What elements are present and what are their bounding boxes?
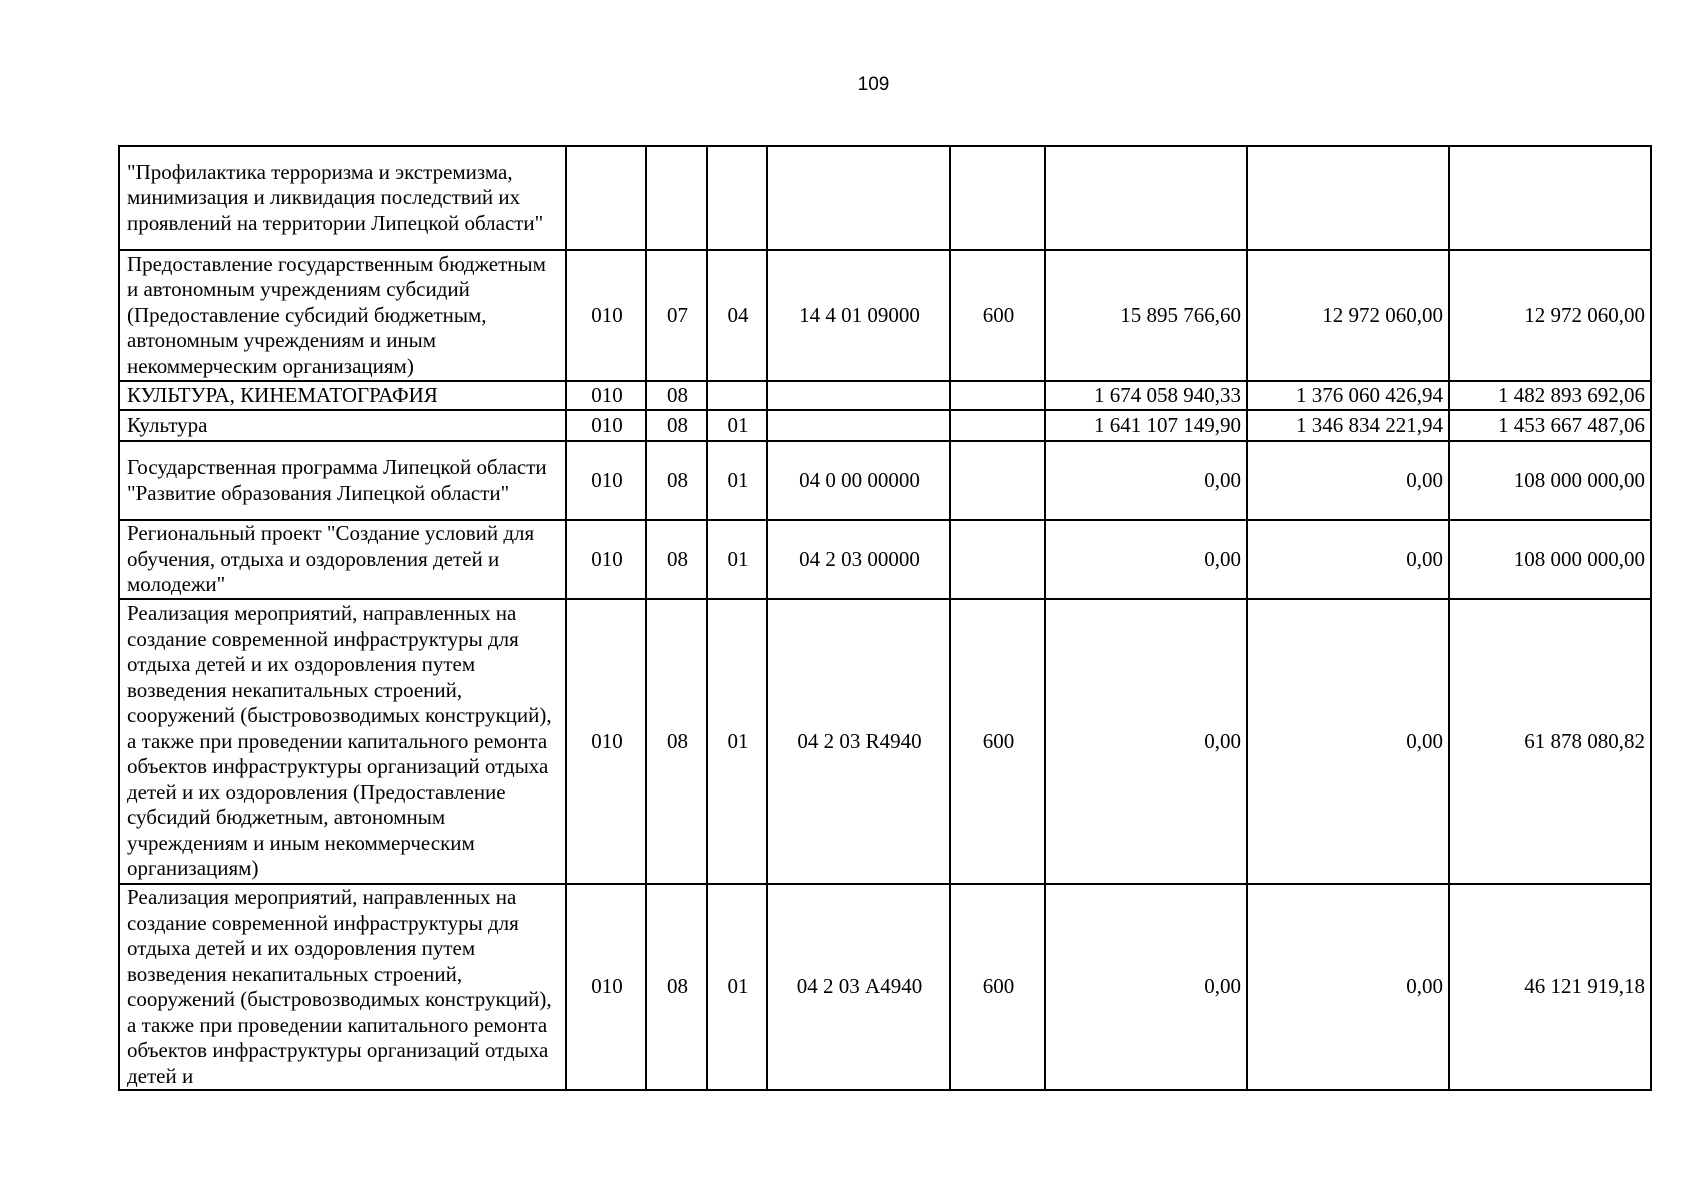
cell-csr [767,410,950,441]
cell-amount-3: 1 482 893 692,06 [1449,381,1651,410]
cell-rz [646,146,707,250]
cell-rz: 07 [646,250,707,381]
cell-gr: 010 [566,250,646,381]
cell-amount-1: 0,00 [1045,884,1247,1090]
cell-gr: 010 [566,599,646,884]
cell-amount-1: 0,00 [1045,520,1247,599]
cell-pr: 01 [707,441,767,520]
cell-vr: 600 [950,599,1045,884]
cell-amount-2: 0,00 [1247,441,1449,520]
cell-gr: 010 [566,884,646,1090]
row-name: КУЛЬТУРА, КИНЕМАТОГРАФИЯ [119,381,566,410]
cell-amount-2: 0,00 [1247,599,1449,884]
table-row [119,599,1651,884]
row-name: Региональный проект "Создание условий для обучения, отдыха и оздоровления детей и молодежи" [119,520,566,599]
cell-pr: 01 [707,410,767,441]
cell-amount-1 [1045,146,1247,250]
cell-amount-1: 0,00 [1045,599,1247,884]
table-row [119,441,1651,520]
cell-gr [566,146,646,250]
cell-amount-2: 1 346 834 221,94 [1247,410,1449,441]
cell-amount-3: 1 453 667 487,06 [1449,410,1651,441]
row-name: Культура [119,410,566,441]
cell-amount-1: 1 674 058 940,33 [1045,381,1247,410]
row-name: Государственная программа Липецкой области "Развитие образования Липецкой области" [119,441,566,520]
cell-pr [707,381,767,410]
cell-amount-1: 0,00 [1045,441,1247,520]
cell-amount-2 [1247,146,1449,250]
table-row [119,146,1651,250]
cell-vr: 600 [950,250,1045,381]
cell-vr [950,381,1045,410]
cell-amount-2: 0,00 [1247,520,1449,599]
cell-amount-3: 108 000 000,00 [1449,520,1651,599]
cell-csr: 04 2 03 00000 [767,520,950,599]
cell-rz: 08 [646,410,707,441]
cell-amount-2: 1 376 060 426,94 [1247,381,1449,410]
cell-rz: 08 [646,599,707,884]
cell-rz: 08 [646,441,707,520]
cell-gr: 010 [566,410,646,441]
cell-pr: 01 [707,884,767,1090]
table-row [119,381,1651,410]
cell-csr [767,381,950,410]
cell-pr: 01 [707,520,767,599]
cell-pr: 01 [707,599,767,884]
cell-csr [767,146,950,250]
cell-amount-3: 108 000 000,00 [1449,441,1651,520]
cell-vr [950,441,1045,520]
table-row [119,250,1651,381]
cell-amount-3: 61 878 080,82 [1449,599,1651,884]
cell-gr: 010 [566,441,646,520]
cell-rz: 08 [646,520,707,599]
cell-vr [950,410,1045,441]
row-name: "Профилактика терроризма и экстремизма, минимизация и ликвидация последствий их проявлений на территории Липецкой области" [119,146,566,250]
cell-csr: 04 2 03 R4940 [767,599,950,884]
table-row [119,884,1651,1090]
cell-amount-1: 1 641 107 149,90 [1045,410,1247,441]
cell-vr [950,146,1045,250]
cell-rz: 08 [646,381,707,410]
cell-amount-2: 0,00 [1247,884,1449,1090]
cell-amount-3 [1449,146,1651,250]
cell-vr: 600 [950,884,1045,1090]
row-name: Предоставление государственным бюджетным и автономным учреждениям субсидий (Предоставление субсидий бюджетным, автономным учреждениям и иным некоммерческим организациям) [119,250,566,381]
row-name: Реализация мероприятий, направленных на создание современной инфраструктуры для отдыха детей и их оздоровления путем возведения некапитальных строений, сооружений (быстровозводимых конструкций), а также при проведении капитального ремонта объектов инфраструктуры организаций отдыха детей и [119,884,566,1090]
cell-csr: 04 2 03 А4940 [767,884,950,1090]
cell-pr [707,146,767,250]
cell-amount-2: 12 972 060,00 [1247,250,1449,381]
row-name: Реализация мероприятий, направленных на создание современной инфраструктуры для отдыха детей и их оздоровления путем возведения некапитальных строений, сооружений (быстровозводимых конструкций), а также при проведении капитального ремонта объектов инфраструктуры организаций отдыха детей и их оздоровления (Предоставление субсидий бюджетным, автономным учреждениям и иным некоммерческим организациям) [119,599,566,884]
cell-pr: 04 [707,250,767,381]
table-row [119,410,1651,441]
table-row [119,520,1651,599]
cell-csr: 14 4 01 09000 [767,250,950,381]
budget-table [118,145,1652,1091]
cell-vr [950,520,1045,599]
page-number: 109 [857,74,890,95]
cell-amount-3: 12 972 060,00 [1449,250,1651,381]
cell-gr: 010 [566,520,646,599]
cell-rz: 08 [646,884,707,1090]
cell-csr: 04 0 00 00000 [767,441,950,520]
cell-amount-3: 46 121 919,18 [1449,884,1651,1090]
cell-gr: 010 [566,381,646,410]
cell-amount-1: 15 895 766,60 [1045,250,1247,381]
